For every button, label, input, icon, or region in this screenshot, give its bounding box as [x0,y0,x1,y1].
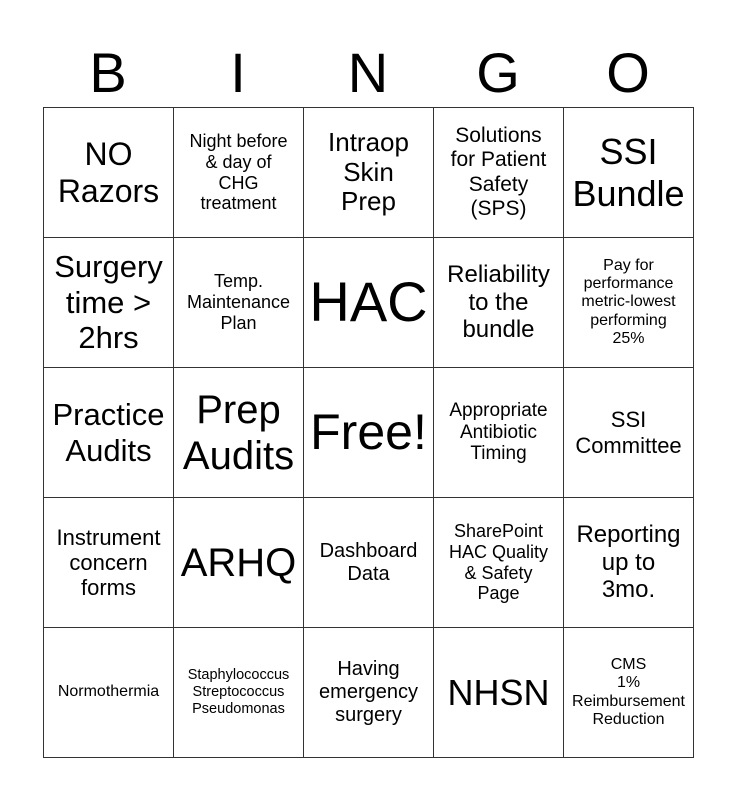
grid-row-5 [44,628,694,758]
bingo-cell-r1-c3[interactable]: Intraop Skin Prep [304,108,434,238]
header-letter-i: I [230,41,246,104]
bingo-cell-r5-c4[interactable]: NHSN [434,628,564,758]
grid-row-3 [44,368,694,498]
bingo-cell-r2-c5[interactable]: Pay for performance metric-lowest performing 25% [564,238,694,368]
bingo-cell-r1-c2[interactable]: Night before & day of CHG treatment [174,108,304,238]
bingo-cell-r3-c5[interactable]: SSI Committee [564,368,694,498]
bingo-cell-r4-c5[interactable]: Reporting up to 3mo. [564,498,694,628]
bingo-cell-r3-c1[interactable]: Practice Audits [44,368,174,498]
grid-row-2 [44,238,694,368]
bingo-cell-r5-c5[interactable]: CMS 1% Reimbursement Reduction [564,628,694,758]
bingo-cell-r4-c3[interactable]: Dashboard Data [304,498,434,628]
bingo-cell-r2-c3[interactable]: HAC [304,238,434,368]
bingo-card-grid [43,107,694,758]
bingo-cell-r3-c4[interactable]: Appropriate Antibiotic Timing [434,368,564,498]
bingo-cell-r4-c2[interactable]: ARHQ [174,498,304,628]
grid-row-1 [44,108,694,238]
header-letter-g: G [476,41,520,104]
bingo-cell-r4-c1[interactable]: Instrument concern forms [44,498,174,628]
bingo-cell-r2-c1[interactable]: Surgery time > 2hrs [44,238,174,368]
bingo-cell-r4-c4[interactable]: SharePoint HAC Quality & Safety Page [434,498,564,628]
bingo-cell-r1-c5[interactable]: SSI Bundle [564,108,694,238]
bingo-cell-r2-c2[interactable]: Temp. Maintenance Plan [174,238,304,368]
bingo-cell-r3-c3[interactable]: Free! [304,368,434,498]
grid-row-4 [44,498,694,628]
bingo-cell-r5-c1[interactable]: Normothermia [44,628,174,758]
bingo-cell-r3-c2[interactable]: Prep Audits [174,368,304,498]
header-letter-b: B [89,41,127,104]
bingo-cell-r1-c4[interactable]: Solutions for Patient Safety (SPS) [434,108,564,238]
bingo-cell-r1-c1[interactable]: NO Razors [44,108,174,238]
bingo-cell-r5-c2[interactable]: Staphylococcus Streptococcus Pseudomonas [174,628,304,758]
bingo-cell-r2-c4[interactable]: Reliability to the bundle [434,238,564,368]
bingo-cell-r5-c3[interactable]: Having emergency surgery [304,628,434,758]
bingo-header [43,40,693,106]
header-letter-n: N [347,41,389,104]
header-letter-o: O [606,41,650,104]
